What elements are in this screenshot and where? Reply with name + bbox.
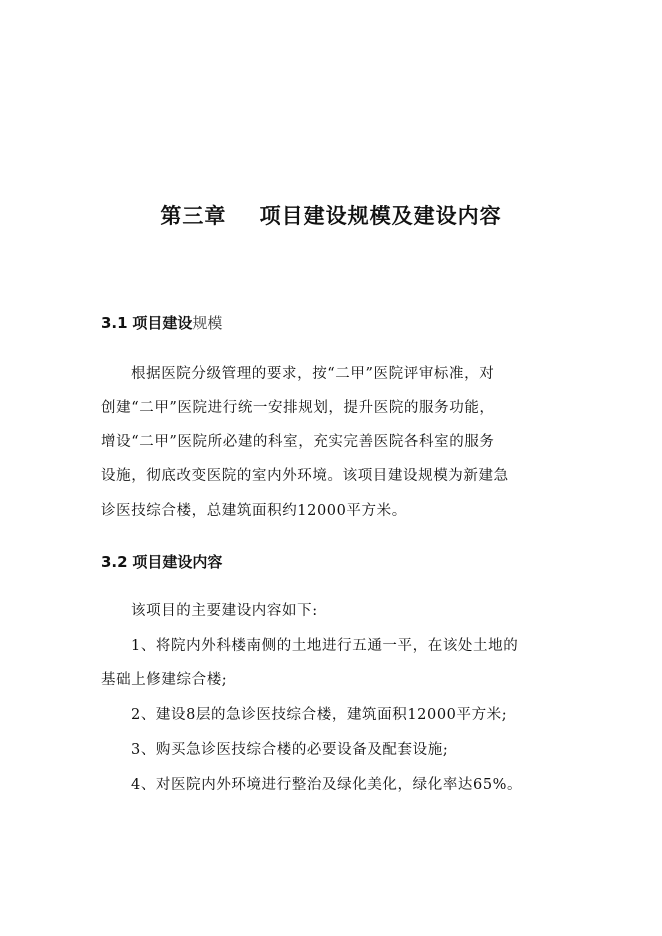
paragraph-line: 诊医技综合楼，总建筑面积约12000平方米。 bbox=[101, 503, 407, 519]
section-heading-light: 规模 bbox=[192, 314, 223, 332]
intro-line: 该项目的主要建设内容如下: bbox=[131, 603, 318, 619]
chapter-title: 第三章 项目建设规模及建设内容 bbox=[160, 203, 502, 228]
section-heading-bold: 项目建设 bbox=[132, 314, 193, 332]
list-item: 3、购买急诊医技综合楼的必要设备及配套设施; bbox=[131, 742, 449, 758]
paragraph-line: 创建“二甲”医院进行统一安排规划，提升医院的服务功能， bbox=[101, 400, 495, 416]
section-number: 3.2 bbox=[101, 553, 128, 571]
section-heading-bold: 项目建设内容 bbox=[132, 553, 223, 571]
section-number: 3.1 bbox=[101, 314, 128, 332]
paragraph-line: 设施，彻底改变医院的室内外环境。该项目建设规模为新建急 bbox=[101, 468, 509, 484]
list-item: 2、建设8层的急诊医技综合楼，建筑面积12000平方米; bbox=[131, 707, 508, 723]
paragraph-line: 增设“二甲”医院所必建的科室，充实完善医院各科室的服务 bbox=[101, 434, 495, 450]
list-item: 4、对医院内外环境进行整治及绿化美化，绿化率达65%。 bbox=[131, 777, 523, 793]
list-item: 1、将院内外科楼南侧的土地进行五通一平，在该处土地的 bbox=[131, 638, 519, 654]
section-heading-3-1 bbox=[101, 312, 222, 333]
section-heading-3-2 bbox=[101, 551, 222, 572]
paragraph-line: 根据医院分级管理的要求，按“二甲”医院评审标准，对 bbox=[131, 366, 495, 382]
list-item-continuation: 基础上修建综合楼; bbox=[101, 672, 228, 688]
